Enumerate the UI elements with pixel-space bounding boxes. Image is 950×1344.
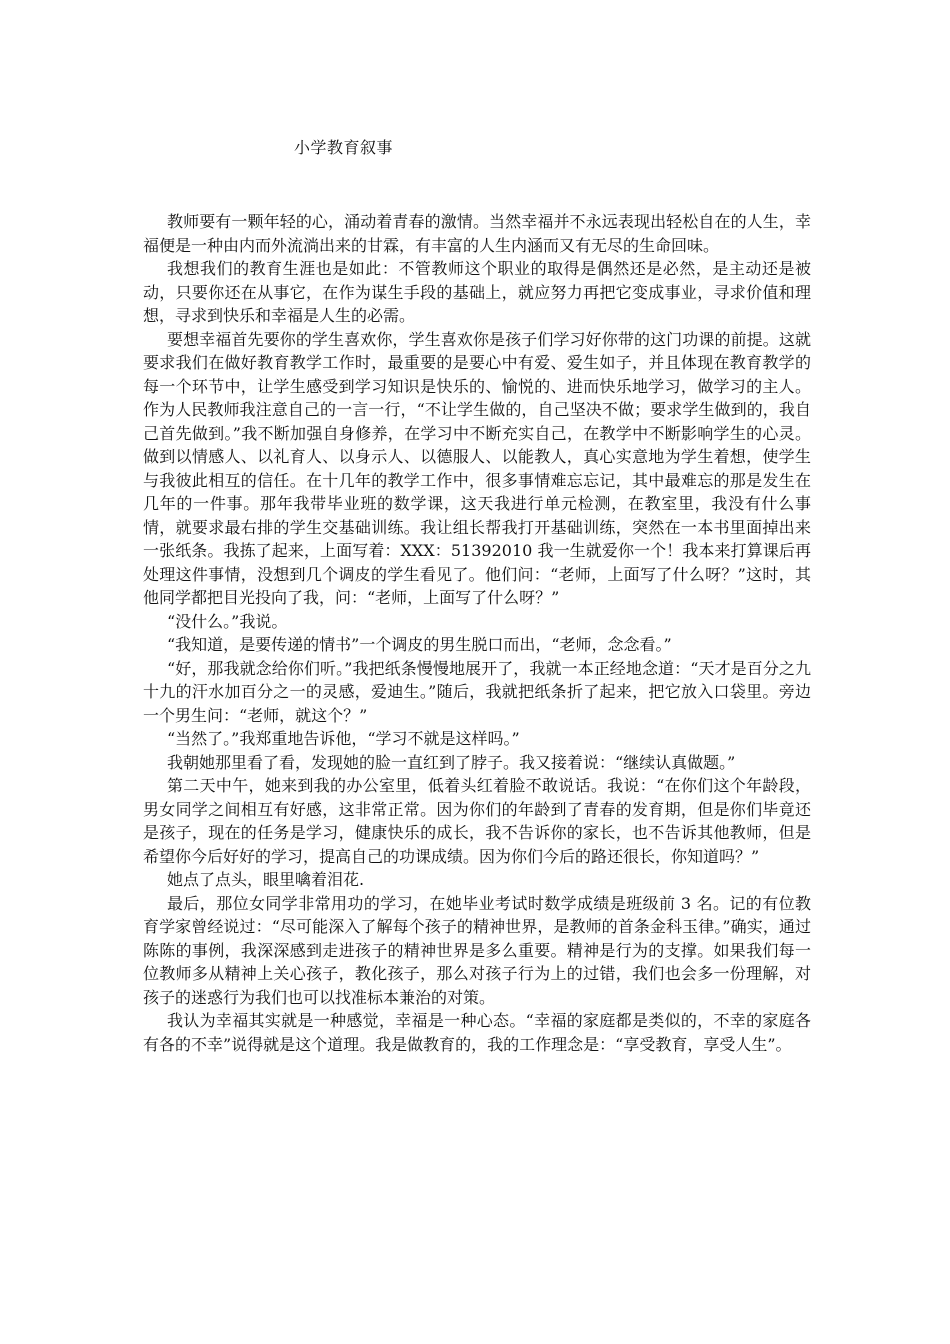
paragraph: 最后，那位女同学非常用功的学习，在她毕业考试时数学成绩是班级前 3 名。记的有位教育学家曾经说过：“尽可能深入了解每个孩子的精神世界，是教师的首条金科玉律。”确实，通过陈陈的事例，我深深感到走进孩子的精神世界是多么重要。精神是行为的支撑。如果我们每一位教师多从精神上关心孩子，教化孩子，那么对孩子行为上的过错，我们也会多一份理解，对孩子的迷惑行为我们也可以找准标本兼治的对策。 <box>143 893 811 1007</box>
paragraph: 我想我们的教育生涯也是如此：不管教师这个职业的取得是偶然还是必然，是主动还是被动，只要你还在从事它，在作为谋生手段的基础上，就应努力再把它变成事业，寻求价值和理想，寻求到快乐和幸福是人生的必需。 <box>143 259 811 325</box>
paragraph: 教师要有一颗年轻的心，涌动着青春的激情。当然幸福并不永远表现出轻松自在的人生，幸福便是一种由内而外流淌出来的甘霖，有丰富的人生内涵而又有无尽的生命回味。 <box>143 212 811 255</box>
paragraph: 要想幸福首先要你的学生喜欢你，学生喜欢你是孩子们学习好你带的这门功课的前提。这就要求我们在做好教育教学工作时，最重要的是要心中有爱、爱生如子，并且体现在教育教学的每一个环节中，让学生感受到学习知识是快乐的、愉悦的、进而快乐地学习，做学习的主人。作为人民教师我注意自己的一言一行，“不让学生做的，自己坚决不做；要求学生做到的，我自己首先做到。”我不断加强自身修养，在学习中不断充实自己，在教学中不断影响学生的心灵。做到以情感人、以礼育人、以身示人、以德服人、以能教人，真心实意地为学生着想，使学生与我彼此相互的信任。在十几年的教学工作中，很多事情难忘忘记，其中最难忘的那是发生在几年的一件事。那年我带毕业班的数学课，这天我进行单元检测，在教室里，我没有什么事情，就要求最右排的学生交基础训练。我让组长帮我打开基础训练，突然在一本书里面掉出来一张纸条。我拣了起来，上面写着：XXX：51392010 我一生就爱你一个！我本来打算课后再处理这件事情，没想到几个调皮的学生看见了。他们问：“老师，上面写了什么呀？”这时，其他同学都把目光投向了我，问：“老师，上面写了什么呀？” <box>143 329 811 607</box>
paragraph: “当然了。”我郑重地告诉他，“学习不就是这样吗。” <box>167 729 520 748</box>
document-body <box>143 210 811 1056</box>
paragraph: 第二天中午，她来到我的办公室里，低着头红着脸不敢说话。我说：“在你们这个年龄段，男女同学之间相互有好感，这非常正常。因为你们的年龄到了青春的发育期，但是你们毕竟还是孩子，现在的任务是学习，健康快乐的成长，我不告诉你的家长，也不告诉其他教师，但是希望你今后好好的学习，提高自己的功课成绩。因为你们今后的路还很长，你知道吗？” <box>143 776 811 866</box>
paragraph: “好，那我就念给你们听。”我把纸条慢慢地展开了，我就一本正经地念道：“天才是百分之九十九的汗水加百分之一的灵感，爱迪生。”随后，我就把纸条折了起来，把它放入口袋里。旁边一个男生问：“老师，就这个？” <box>143 658 811 725</box>
paragraph: 我朝她那里看了看，发现她的脸一直红到了脖子。我又接着说：“继续认真做题。” <box>167 752 736 772</box>
paragraph: 我认为幸福其实就是一种感觉，幸福是一种心态。“幸福的家庭都是类似的，不幸的家庭各有各的不幸”说得就是这个道理。我是做教育的，我的工作理念是：“享受教育，享受人生”。 <box>143 1011 811 1054</box>
paragraph: 她点了点头，眼里噙着泪花. <box>167 870 365 889</box>
document-title: 小学教育叙事 <box>294 138 394 157</box>
paragraph: “我知道，是要传递的情书”一个调皮的男生脱口而出，“老师，念念看。” <box>167 635 672 654</box>
paragraph: “没什么。”我说。 <box>167 611 288 631</box>
